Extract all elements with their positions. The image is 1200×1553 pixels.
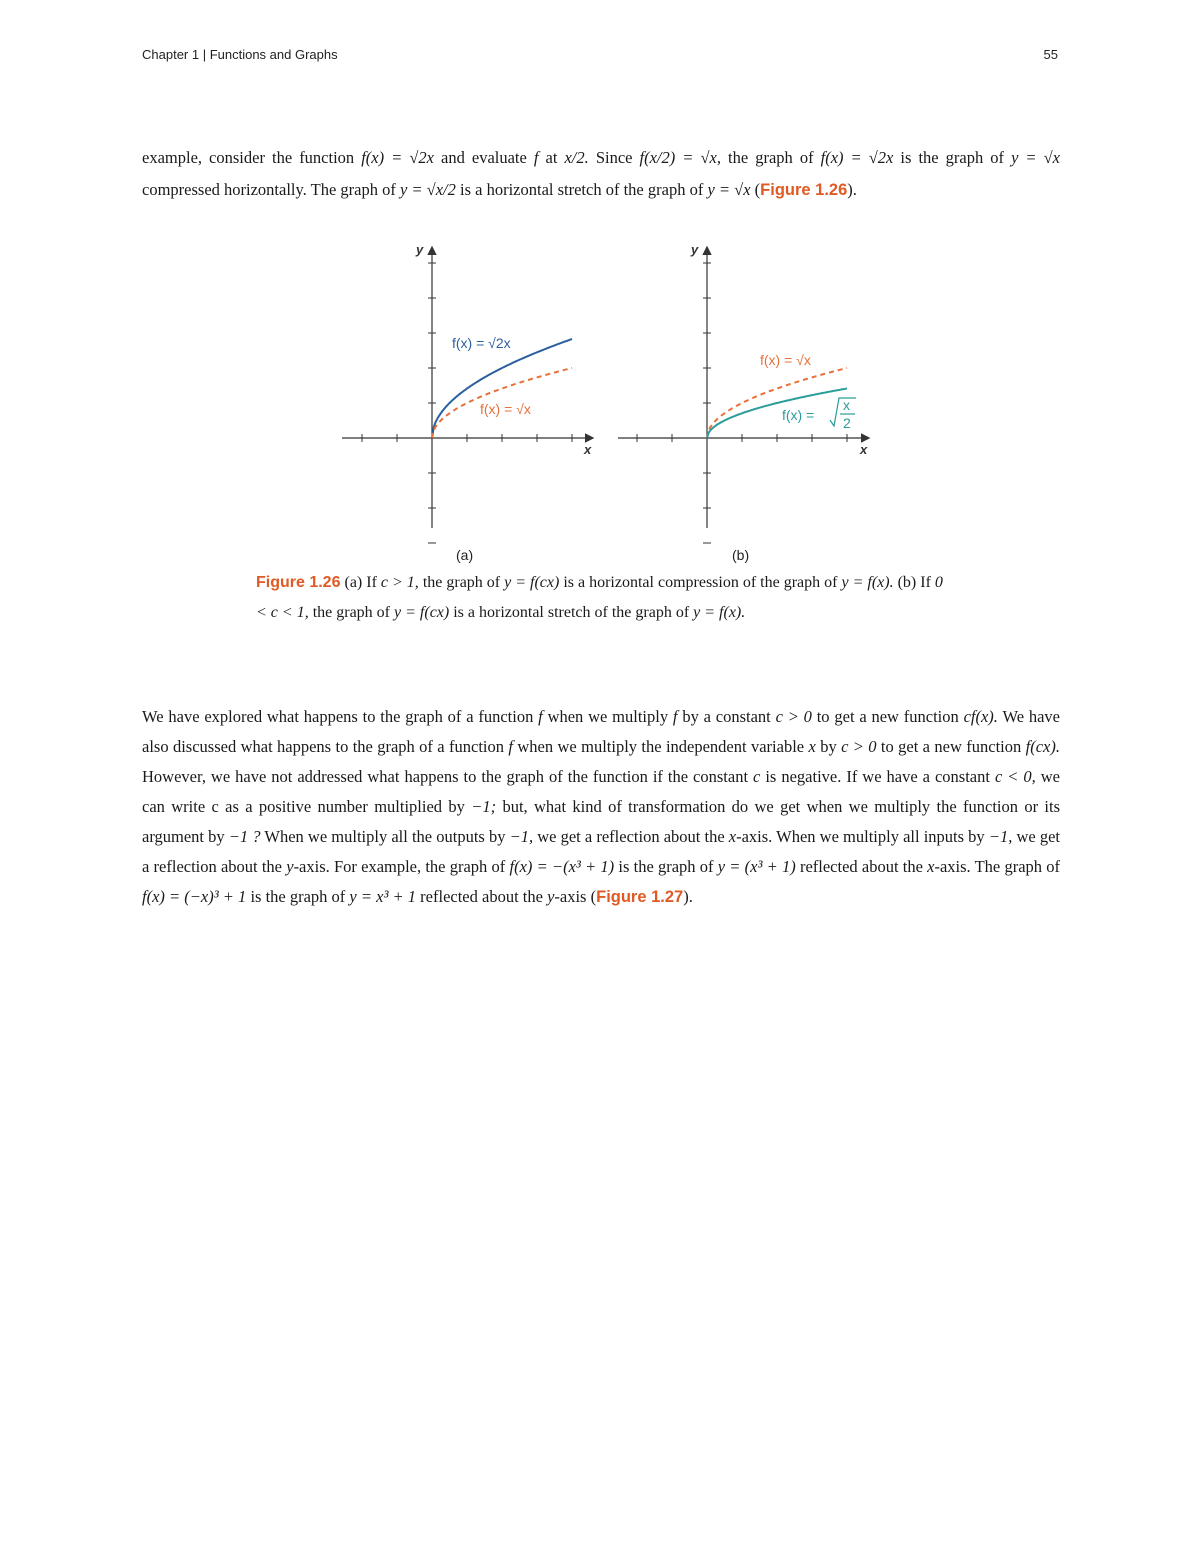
figure-svg — [330, 232, 890, 572]
text: is a horizontal stretch of the graph of — [455, 180, 708, 199]
page-number: 55 — [1043, 47, 1058, 62]
x-axis-label-a: x — [584, 442, 592, 457]
y-axis-label-a: y — [416, 242, 424, 257]
text: the graph of — [720, 148, 821, 167]
math: f — [533, 148, 539, 167]
text: by — [815, 737, 842, 756]
text: the graph of — [418, 574, 505, 591]
math: c — [753, 767, 761, 786]
math: y = f(cx) — [394, 604, 450, 621]
curve-sqrt-2x — [432, 339, 572, 438]
math: f(x) = √2x — [820, 148, 894, 167]
figure-1-27-link[interactable]: Figure 1.27 — [596, 888, 684, 906]
text: to get a new function — [811, 707, 964, 726]
text: reflected about the — [795, 857, 928, 876]
math: f — [672, 707, 678, 726]
text: but, what kind of transformation do we get when we multiply the function or its argument by — [142, 797, 1060, 846]
math: x — [728, 827, 737, 846]
text: When we multiply all the outputs by — [260, 827, 510, 846]
text: example, consider the function — [142, 148, 362, 167]
ticks-b — [637, 232, 847, 543]
text: -axis. For example, the graph of — [293, 857, 510, 876]
page-header — [142, 47, 1058, 62]
text: is the graph of — [246, 887, 350, 906]
math: f(x) = √2x — [361, 148, 434, 167]
math: c > 0 — [841, 737, 877, 756]
x-axis-label-b: x — [860, 442, 868, 457]
math: y = √x — [707, 180, 751, 199]
text: is a horizontal stretch of the graph of — [449, 604, 694, 621]
math: y — [286, 857, 294, 876]
text: compressed horizontally. The graph of — [142, 180, 400, 199]
math: f(x) = (−x)³ + 1 — [142, 887, 247, 906]
text: ( — [750, 180, 761, 199]
math: x/2. — [564, 148, 589, 167]
label-sqrt-x-b: f(x) = √x — [760, 352, 811, 368]
text: by a constant — [677, 707, 776, 726]
sublabel-b: (b) — [732, 547, 750, 563]
math: y = √x/2 — [399, 180, 456, 199]
math: f(x) = −(x³ + 1) — [509, 857, 615, 876]
fraction-denominator: 2 — [843, 415, 851, 431]
math: x — [927, 857, 935, 876]
math: f — [538, 707, 543, 726]
figure-1-26 — [330, 232, 890, 572]
curve-sqrt-x-over-2 — [707, 389, 847, 439]
math: y = f(x). — [841, 574, 894, 591]
text: However, we have not addressed what happens to the graph of the function if the constant — [142, 767, 754, 786]
intro-paragraph — [142, 142, 1060, 206]
figure-caption — [256, 568, 946, 628]
chapter-title: Chapter 1 | Functions and Graphs — [142, 47, 338, 62]
text: ). — [683, 887, 693, 906]
text: and evaluate — [433, 148, 534, 167]
text: when we multiply — [542, 707, 673, 726]
math: y = f(x). — [693, 604, 746, 621]
math: x — [808, 737, 816, 756]
text: when we multiply the independent variable — [512, 737, 809, 756]
text: -axis ( — [554, 887, 597, 906]
math: c > 1, — [380, 574, 419, 591]
text: (b) If — [893, 574, 935, 591]
math: 0 < c < 1, — [256, 574, 943, 621]
panel-b — [618, 232, 868, 563]
label-sqrt-x-over-2: f(x) = — [782, 407, 815, 423]
math: −1, — [509, 827, 534, 846]
sublabel-a: (a) — [456, 547, 474, 563]
text: We have also discussed what happens to the graph of a function — [142, 707, 1060, 756]
caption-label: Figure 1.26 — [256, 574, 341, 591]
text: (a) If — [340, 574, 381, 591]
math: y = x³ + 1 — [349, 887, 417, 906]
text: ). — [847, 180, 857, 199]
text: is negative. If we have a constant — [760, 767, 995, 786]
math: y = f(cx) — [504, 574, 560, 591]
fraction-numerator: x — [843, 397, 850, 413]
math: f(x/2) = √x, — [639, 148, 721, 167]
math: c < 0, — [994, 767, 1036, 786]
math: −1, — [988, 827, 1013, 846]
text: at — [538, 148, 565, 167]
math: y = (x³ + 1) — [717, 857, 796, 876]
math: y = √x — [1011, 148, 1060, 167]
text: Since — [588, 148, 640, 167]
math: y — [547, 887, 555, 906]
text: to get a new function — [876, 737, 1026, 756]
math: f(cx). — [1025, 737, 1060, 756]
text: We have explored what happens to the graph of a function — [142, 707, 539, 726]
text: we get a reflection about the — [533, 827, 729, 846]
text: -axis. When we multiply all inputs by — [736, 827, 989, 846]
text: is a horizontal compression of the graph of — [559, 574, 842, 591]
text: the graph of — [308, 604, 395, 621]
panel-a — [342, 232, 592, 563]
text: -axis. The graph of — [934, 857, 1060, 876]
label-sqrt-x-a: f(x) = √x — [480, 401, 531, 417]
math: f — [508, 737, 513, 756]
math: c > 0 — [775, 707, 812, 726]
text: reflected about the — [416, 887, 548, 906]
text: we can write c as a positive number multiplied by — [142, 767, 1060, 816]
math: cf(x). — [963, 707, 998, 726]
text: is the graph of — [893, 148, 1012, 167]
figure-1-26-link[interactable]: Figure 1.26 — [760, 181, 848, 199]
math: −1 ? — [228, 827, 261, 846]
math: −1; — [471, 797, 497, 816]
y-axis-label-b: y — [691, 242, 699, 257]
reflection-paragraph — [142, 702, 1060, 912]
text: is the graph of — [614, 857, 718, 876]
text: we get a reflection about the — [142, 827, 1061, 876]
label-sqrt-2x: f(x) = √2x — [452, 335, 511, 351]
